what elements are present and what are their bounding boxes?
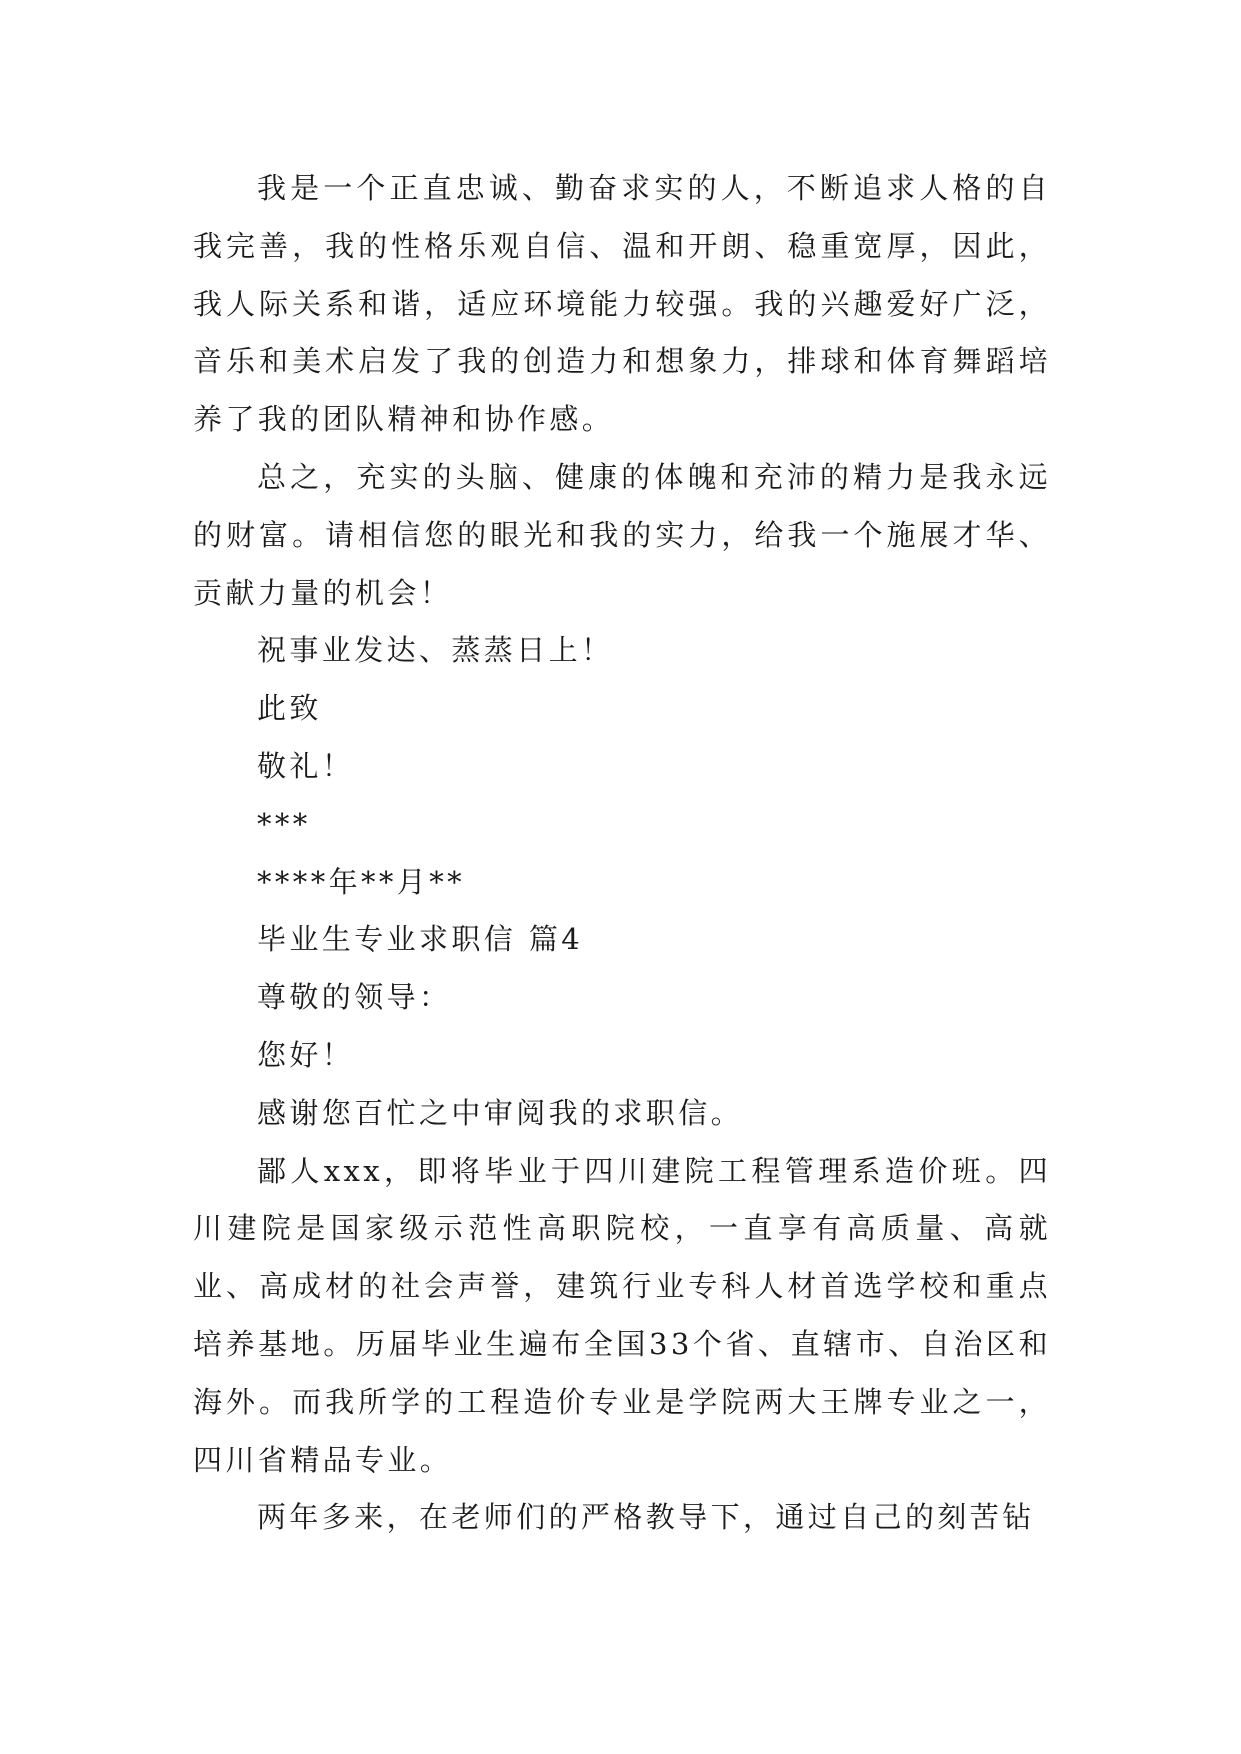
letter-thanks: 感谢您百忙之中审阅我的求职信。 (257, 1095, 744, 1130)
closing-salutation: 此致 (257, 691, 322, 726)
signature-name: *** (257, 806, 311, 841)
document-page (193, 160, 1051, 1547)
paragraph-conclusion: 总之，充实的头脑、健康的体魄和充沛的精力是我永远的财富。请相信您的眼光和我的实力，给我一个施展才华、贡献力量的机会！ (193, 459, 1051, 610)
paragraph-study: 两年多来，在老师们的严格教导下，通过自己的刻苦钻 (257, 1500, 1035, 1535)
paragraph-introduction: 鄙人xxx，即将毕业于四川建院工程管理系造价班。四川建院是国家级示范性高职院校，一直享有高质量、高就业、高成材的社会声誉，建筑行业专科人材首选学校和重点培养基地。历届毕业生遍布全国33个省、直辖市、自治区和海外。而我所学的工程造价专业是学院两大王牌专业之一，四川省精品专业。 (193, 1153, 1051, 1477)
signature-date: ****年**月** (257, 864, 466, 899)
letter-hello: 您好！ (257, 1037, 355, 1072)
paragraph-personality: 我是一个正直忠诚、勤奋求实的人，不断追求人格的自我完善，我的性格乐观自信、温和开朗、稳重宽厚，因此，我人际关系和谐，适应环境能力较强。我的兴趣爱好广泛，音乐和美术启发了我的创造力和想象力，排球和体育舞蹈培养了我的团队精神和协作感。 (193, 171, 1051, 437)
closing-wish: 祝事业发达、蒸蒸日上！ (257, 633, 614, 668)
letter-greeting: 尊敬的领导： (257, 980, 452, 1015)
section-heading: 毕业生专业求职信 篇4 (257, 922, 584, 957)
closing-regards: 敬礼！ (257, 748, 355, 783)
